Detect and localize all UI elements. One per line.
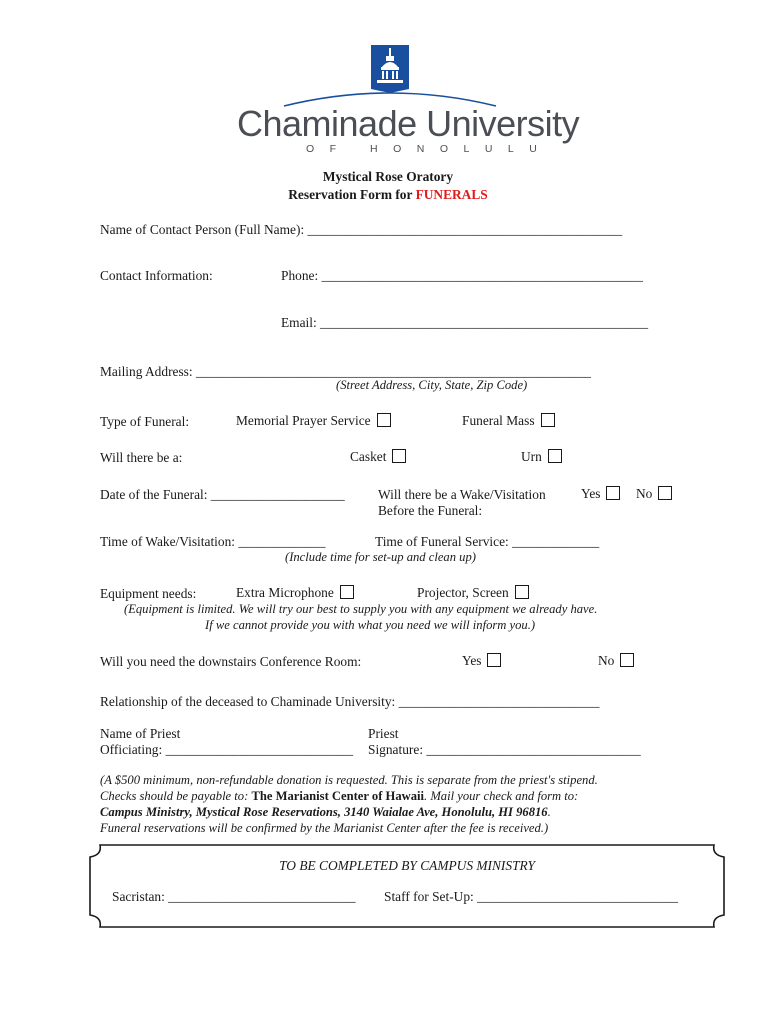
title-line-1: Mystical Rose Oratory — [322, 169, 454, 184]
wake-yes-checkbox[interactable] — [606, 486, 620, 500]
wake-question-line-2: Before the Funeral: — [378, 503, 483, 518]
will-there-be-label: Will there be a: — [100, 450, 183, 465]
conference-yes-checkbox[interactable] — [487, 653, 501, 667]
conference-no-checkbox[interactable] — [620, 653, 634, 667]
mailing-destination-end: . — [547, 805, 551, 819]
urn-option[interactable] — [521, 449, 562, 465]
equipment-note-line-1: (Equipment is limited. We will try our best to supply you with any equipment we already have. — [124, 602, 598, 616]
conference-no-option[interactable] — [598, 653, 634, 669]
priest-officiating-field[interactable]: Officiating: ____________________________ — [100, 742, 354, 757]
donation-mail-instruction: . Mail your check and form to: — [424, 789, 579, 803]
microphone-label: Extra Microphone — [236, 585, 334, 600]
funeral-mass-label: Funeral Mass — [462, 413, 535, 428]
donation-line-2 — [100, 789, 578, 804]
casket-option[interactable] — [350, 449, 406, 465]
urn-label: Urn — [521, 449, 542, 464]
title-prefix: Reservation Form for — [288, 187, 413, 202]
memorial-prayer-option[interactable] — [236, 413, 391, 429]
donation-line-3 — [100, 805, 551, 820]
contact-info-label: Contact Information: — [100, 268, 213, 283]
casket-label: Casket — [350, 449, 387, 464]
conference-room-question: Will you need the downstairs Conference Room: — [100, 654, 362, 669]
priest-signature-field[interactable]: Signature: ________________________________ — [368, 742, 641, 757]
donation-line-1: (A $500 minimum, non-refundable donation is requested. This is separate from the priest's stipend. — [100, 773, 598, 787]
campus-ministry-box — [88, 843, 726, 929]
funeral-date-field[interactable]: Date of the Funeral: ____________________ — [100, 487, 345, 502]
title-line-2 — [0, 187, 770, 203]
wake-no-option[interactable] — [636, 486, 672, 502]
funeral-mass-option[interactable] — [462, 413, 555, 429]
conference-yes-label: Yes — [462, 653, 482, 668]
email-field[interactable]: Email: _________________________________________________ — [281, 315, 649, 330]
priest-name-label: Name of Priest — [100, 726, 181, 741]
priest-signature-label: Priest — [368, 726, 399, 741]
memorial-prayer-label: Memorial Prayer Service — [236, 413, 371, 428]
wake-no-checkbox[interactable] — [658, 486, 672, 500]
campus-ministry-header: TO BE COMPLETED BY CAMPUS MINISTRY — [279, 858, 535, 873]
logo-subline: OF HONOLULU — [306, 143, 553, 155]
contact-name-field[interactable]: Name of Contact Person (Full Name): _______________________________________________ — [100, 222, 623, 237]
mailing-address-field[interactable]: Mailing Address: ___________________________________________________________ — [100, 364, 591, 379]
conference-no-label: No — [598, 653, 615, 668]
wake-no-label: No — [636, 486, 653, 501]
memorial-prayer-checkbox[interactable] — [377, 413, 391, 427]
wake-yes-label: Yes — [581, 486, 601, 501]
conference-yes-option[interactable] — [462, 653, 501, 669]
equipment-note-line-2: If we cannot provide you with what you need we will inform you.) — [205, 618, 536, 632]
wake-time-field[interactable]: Time of Wake/Visitation: _____________ — [100, 534, 326, 549]
urn-checkbox[interactable] — [548, 449, 562, 463]
logo-wordmark: Chaminade University — [237, 103, 580, 144]
microphone-checkbox[interactable] — [340, 585, 354, 599]
projector-option[interactable] — [417, 585, 529, 601]
casket-checkbox[interactable] — [392, 449, 406, 463]
title-funerals: FUNERALS — [415, 187, 488, 202]
funeral-type-label: Type of Funeral: — [100, 414, 190, 429]
time-hint: (Include time for set-up and clean up) — [285, 550, 476, 564]
wake-yes-option[interactable] — [581, 486, 620, 502]
relationship-field[interactable]: Relationship of the deceased to Chaminade University: ______________________________ — [100, 694, 600, 709]
projector-checkbox[interactable] — [515, 585, 529, 599]
sacristan-field[interactable]: Sacristan: ____________________________ — [112, 889, 356, 904]
phone-field[interactable]: Phone: ________________________________________________ — [281, 268, 643, 283]
wake-question: Will there be a Wake/Visitation — [378, 487, 546, 502]
equipment-label: Equipment needs: — [100, 586, 197, 601]
donation-line-4: Funeral reservations will be confirmed by the Marianist Center after the fee is received.) — [100, 821, 549, 835]
microphone-option[interactable] — [236, 585, 354, 601]
donation-payable-prefix: Checks should be payable to: — [100, 789, 249, 803]
service-time-field[interactable]: Time of Funeral Service: _____________ — [375, 534, 600, 549]
staff-setup-field[interactable]: Staff for Set-Up: ______________________________ — [384, 889, 678, 904]
mailing-address-hint: (Street Address, City, State, Zip Code) — [336, 378, 528, 392]
donation-payee: The Marianist Center of Hawaii — [251, 789, 425, 803]
mailing-destination: Campus Ministry, Mystical Rose Reservations, 3140 Waialae Ave, Honolulu, HI 96816 — [100, 805, 548, 819]
funeral-mass-checkbox[interactable] — [541, 413, 555, 427]
projector-label: Projector, Screen — [417, 585, 509, 600]
